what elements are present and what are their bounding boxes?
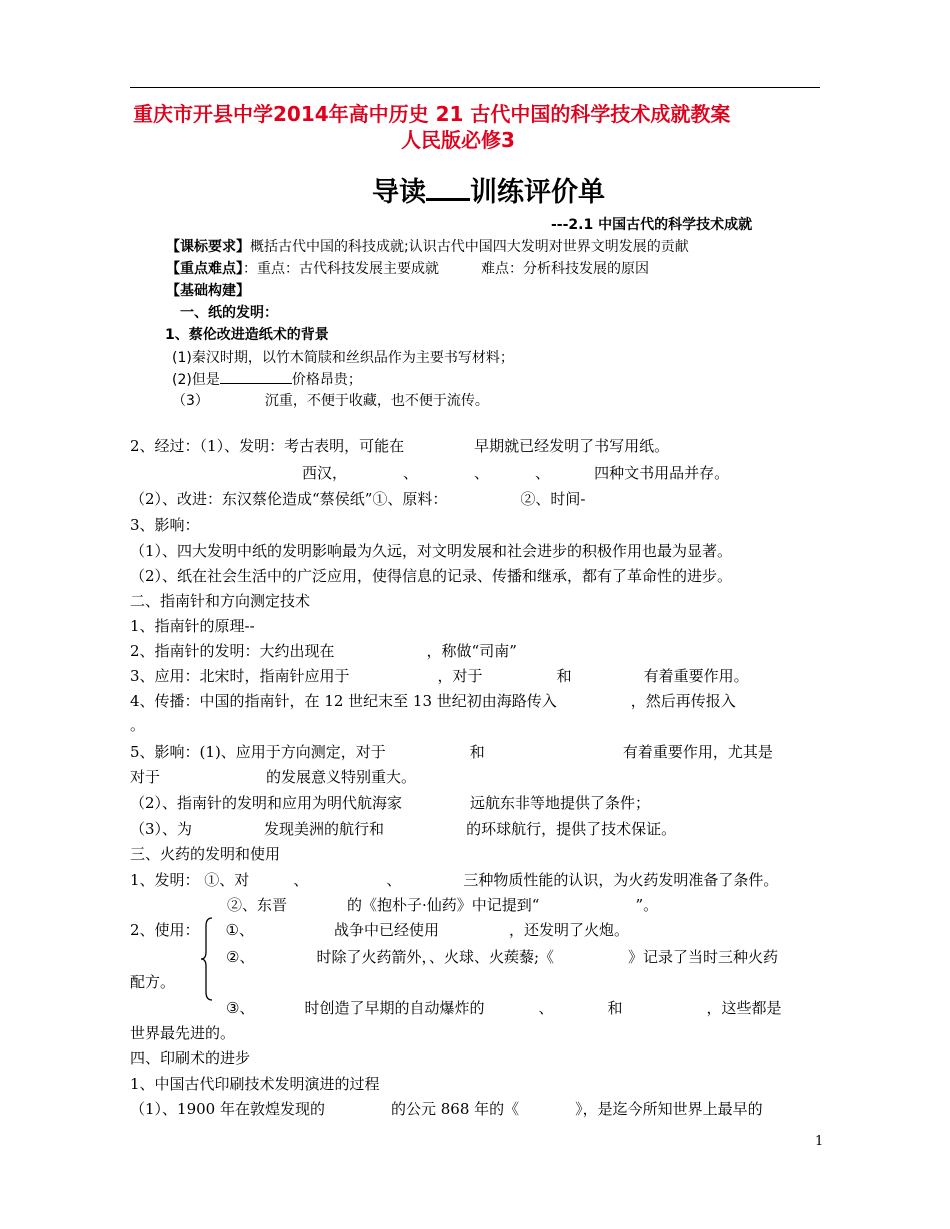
text: 3、应用：北宋时，指南针应用于 [130, 667, 350, 685]
line-13 [130, 741, 773, 762]
zhongdian-label: 【重点难点】 [166, 261, 243, 277]
line-11 [130, 690, 736, 711]
text: ，然后再传报入 [630, 692, 736, 710]
text: 2、指南针的发明：大约出现在 [130, 642, 335, 660]
text: （1）、1900 年在敦煌发现的 [130, 1100, 325, 1118]
text: 、 [535, 464, 551, 482]
text: （3）、为 [130, 820, 193, 838]
line-23 [226, 997, 782, 1018]
line-08: 1、指南针的原理-- [130, 617, 255, 635]
text: 西汉， [302, 464, 348, 482]
text: 4、传播：中国的指南针，在 12 世纪末至 13 世纪初由海路传入 [130, 692, 557, 710]
text: （2）、指南针的发明和应用为明代航海家 [130, 794, 403, 812]
text: ②、 [226, 948, 255, 966]
line-18 [130, 869, 778, 890]
text: 远航东非等地提供了条件； [470, 794, 651, 812]
line-24: 世界最先进的。 [130, 1024, 236, 1042]
paper-point-3 [172, 390, 489, 410]
text: 的发展意义特别重大。 [266, 768, 417, 786]
fill-blank[interactable] [220, 369, 292, 384]
line-10 [130, 665, 749, 686]
kebiao-line [166, 236, 689, 256]
doc-title-line2: 人民版必修3 [401, 128, 515, 152]
line-05: （1）、四大发明中纸的发明影响最为久远，对文明发展和社会进步的积极作用也最为显著。 [130, 542, 733, 560]
text: 、 [386, 871, 402, 889]
text: 有着重要作用。 [643, 667, 749, 685]
text: 2、经过：（1）、发明：考古表明，可能在 [130, 437, 405, 455]
line-16 [130, 818, 676, 839]
text: ②、时间- [520, 490, 586, 508]
text: 、 [538, 999, 554, 1017]
text: 5、影响：(1)、应用于方向测定，对于 [130, 743, 386, 761]
text: 1、发明： ①、对 [130, 871, 250, 889]
kebiao-label: 【课标要求】 [166, 239, 250, 255]
line-04: 3、影响： [130, 516, 200, 534]
sheet-title-left: 导读 [372, 177, 426, 208]
page-number: 1 [815, 1134, 824, 1149]
text: 和 [556, 667, 572, 685]
header-rule [130, 87, 820, 88]
doc-title-line1: 重庆市开县中学2014年高中历史 21 古代中国的科学技术成就教案 [133, 102, 731, 126]
text: 对于 [130, 768, 161, 786]
text: 时创造了早期的自动爆炸的 [304, 999, 485, 1017]
text: 和 [469, 743, 485, 761]
sheet-title [372, 170, 605, 209]
line-03 [130, 488, 585, 509]
paper-point-1: (1)秦汉时期，以竹木简牍和丝织品作为主要书写材料； [172, 350, 514, 366]
line-15 [130, 792, 650, 813]
sheet-title-right: 训练评价单 [470, 177, 605, 208]
text: ，这些都是 [706, 999, 782, 1017]
text: ③、 [226, 999, 255, 1017]
text: 和 [607, 999, 623, 1017]
text: 、 [293, 871, 309, 889]
line-02 [302, 462, 729, 483]
text: 三种物质性能的认识，为火药发明准备了条件。 [463, 871, 779, 889]
text: 的公元 868 年的《 [391, 1100, 520, 1118]
text: 的《抱朴子·仙药》中记提到“ [347, 896, 540, 914]
text: 时除了火药箭外，、火球、火蒺藜;《 [316, 948, 555, 966]
kebiao-text: 概括古代中国的科技成就;认识古代中国四大发明对世界文明发展的贡献 [250, 239, 689, 255]
text: 四种文书用品并存。 [594, 464, 730, 482]
text: 的环球航行，提供了技术保证。 [466, 820, 677, 838]
zhongdian-line [166, 258, 649, 278]
line-09 [130, 640, 517, 661]
line-19 [227, 894, 658, 915]
paper-subheading-1: 1、蔡伦改进造纸术的背景 [165, 327, 329, 343]
text: 发现美洲的航行和 [264, 820, 385, 838]
text: 有着重要作用，尤其是 [622, 743, 773, 761]
text: 战争中已经使用 [334, 921, 440, 939]
section-printing-heading: 四、印刷术的进步 [130, 1049, 251, 1067]
text: 》记录了当时三种火药 [628, 948, 779, 966]
line-22: 配方。 [130, 973, 176, 991]
section-paper-heading: 一、纸的发明： [180, 305, 278, 321]
line-20 [130, 919, 629, 940]
text: ，还发明了火炮。 [509, 921, 630, 939]
text: ①、 [225, 921, 254, 939]
sheet-title-blank [426, 176, 470, 201]
section-compass-heading: 二、指南针和方向测定技术 [130, 592, 311, 610]
line-01 [130, 435, 669, 456]
section-gunpowder-heading: 三、火药的发明和使用 [130, 845, 281, 863]
paper-point-2-a: (2)但是 [172, 372, 220, 388]
line-26: 1、中国古代印刷技术发明演进的过程 [130, 1075, 380, 1093]
line-27 [130, 1098, 763, 1119]
text: ，称做“司南” [426, 642, 517, 660]
text: （2）、改进：东汉蔡伦造成“蔡侯纸”①、原料： [130, 490, 448, 508]
paper-point-2 [172, 369, 362, 389]
paper-point-3-b: 沉重，不便于收藏，也不便于流传。 [264, 393, 489, 409]
text: ”。 [635, 896, 659, 914]
nandian-text: 难点：分析科技发展的原因 [481, 261, 649, 277]
text: 早期就已经发明了书写用纸。 [474, 437, 670, 455]
text: ②、东晋 [227, 896, 288, 914]
text: 、 [474, 464, 490, 482]
text: 2、使用： [130, 921, 200, 939]
zhongdian-text: ：重点：古代科技发展主要成就 [243, 261, 439, 277]
paper-point-3-a: （3） [172, 393, 209, 409]
line-06: （2）、纸在社会生活中的广泛应用，使得信息的记录、传播和继承，都有了革命性的进步。 [130, 567, 733, 585]
text: 、 [403, 464, 419, 482]
line-12: 。 [130, 716, 146, 734]
text: 》，是迄今所知世界上最早的 [575, 1100, 763, 1118]
paper-point-2-b: 价格昂贵； [291, 372, 362, 388]
sheet-subtitle: ---2.1 中国古代的科学技术成就 [551, 217, 753, 233]
jichu-label: 【基础构建】 [166, 283, 250, 299]
text: ，对于 [437, 667, 483, 685]
line-14 [130, 766, 416, 787]
line-21 [226, 946, 778, 967]
